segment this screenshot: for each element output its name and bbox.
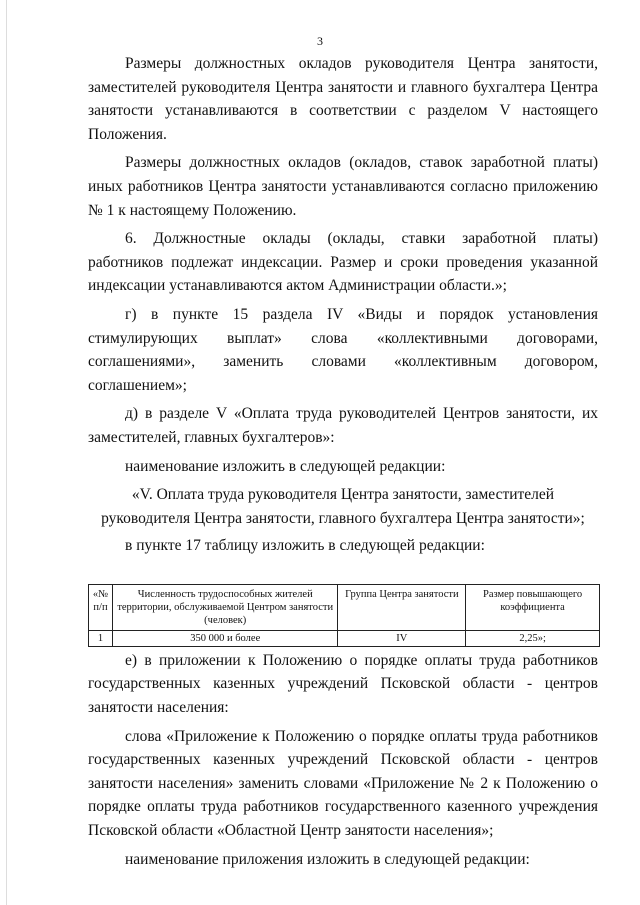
- table-cell: 1: [89, 630, 113, 646]
- table-cell: IV: [338, 630, 466, 646]
- paragraph: в пункте 17 таблицу изложить в следующей редакции:: [125, 537, 485, 555]
- coefficient-table: [88, 584, 600, 647]
- paragraph: г) в пункте 15 раздела IV «Виды и порядок установления стимулирующих выплат» слова «коллективными договорами, соглашениями», заменить словами «коллективным договором, соглашением»;: [88, 305, 598, 394]
- table-header-cell: Численность трудоспособных жителей территории, обслуживаемой Центром занятости (человек): [112, 584, 337, 630]
- paragraph: наименование приложения изложить в следующей редакции:: [125, 850, 530, 868]
- table-cell: 350 000 и более: [112, 630, 337, 646]
- page-edge-shadow: [6, 0, 7, 905]
- table-header-row: [89, 584, 600, 630]
- paragraph: Размеры должностных окладов руководителя Центра занятости, заместителей руководителя Центра занятости и главного бухгалтера Центра занятости устанавливаются в соответствии с разделом V настоящего Положения.: [88, 55, 598, 143]
- table-cell: 2,25»;: [466, 630, 600, 646]
- table-header-cell: Размер повышающего коэффициента: [466, 584, 600, 630]
- paragraph: Размеры должностных окладов (окладов, ставок заработной платы) иных работников Центра занятости устанавливаются согласно приложению № 1 к настоящему Положению.: [88, 154, 598, 219]
- paragraph: слова «Приложение к Положению о порядке оплаты труда работников государственных казенных учреждений Псковской области - центров занятости населения» заменить словами «Приложение № 2 к Положению о порядке оплаты труда работников государственного казенного учреждения Псковской области «Областной Центр занятости населения»;: [88, 727, 598, 840]
- table-header-cell: «№ п/п: [89, 584, 113, 630]
- table-header-cell: Группа Центра занятости: [338, 584, 466, 630]
- page-number: 3: [317, 34, 323, 48]
- section-title-paragraph: «V. Оплата труда руководителя Центра занятости, заместителей руководителя Центра занятости, главного бухгалтера Центра занятости»;: [101, 486, 585, 527]
- paragraph: 6. Должностные оклады (оклады, ставки заработной платы) работников подлежат индексации. Размер и сроки проведения указанной индексации устанавливаются актом Администрации области.»;: [88, 230, 598, 295]
- paragraph: е) в приложении к Положению о порядке оплаты труда работников государственных казенных учреждений Псковской области - центров занятости населения:: [88, 651, 598, 717]
- table-row: [89, 630, 600, 646]
- paragraph: д) в разделе V «Оплата труда руководителей Центров занятости, их заместителей, главных бухгалтеров»:: [88, 405, 598, 446]
- document-body: [88, 52, 598, 876]
- paragraph: наименование изложить в следующей редакции:: [125, 457, 446, 475]
